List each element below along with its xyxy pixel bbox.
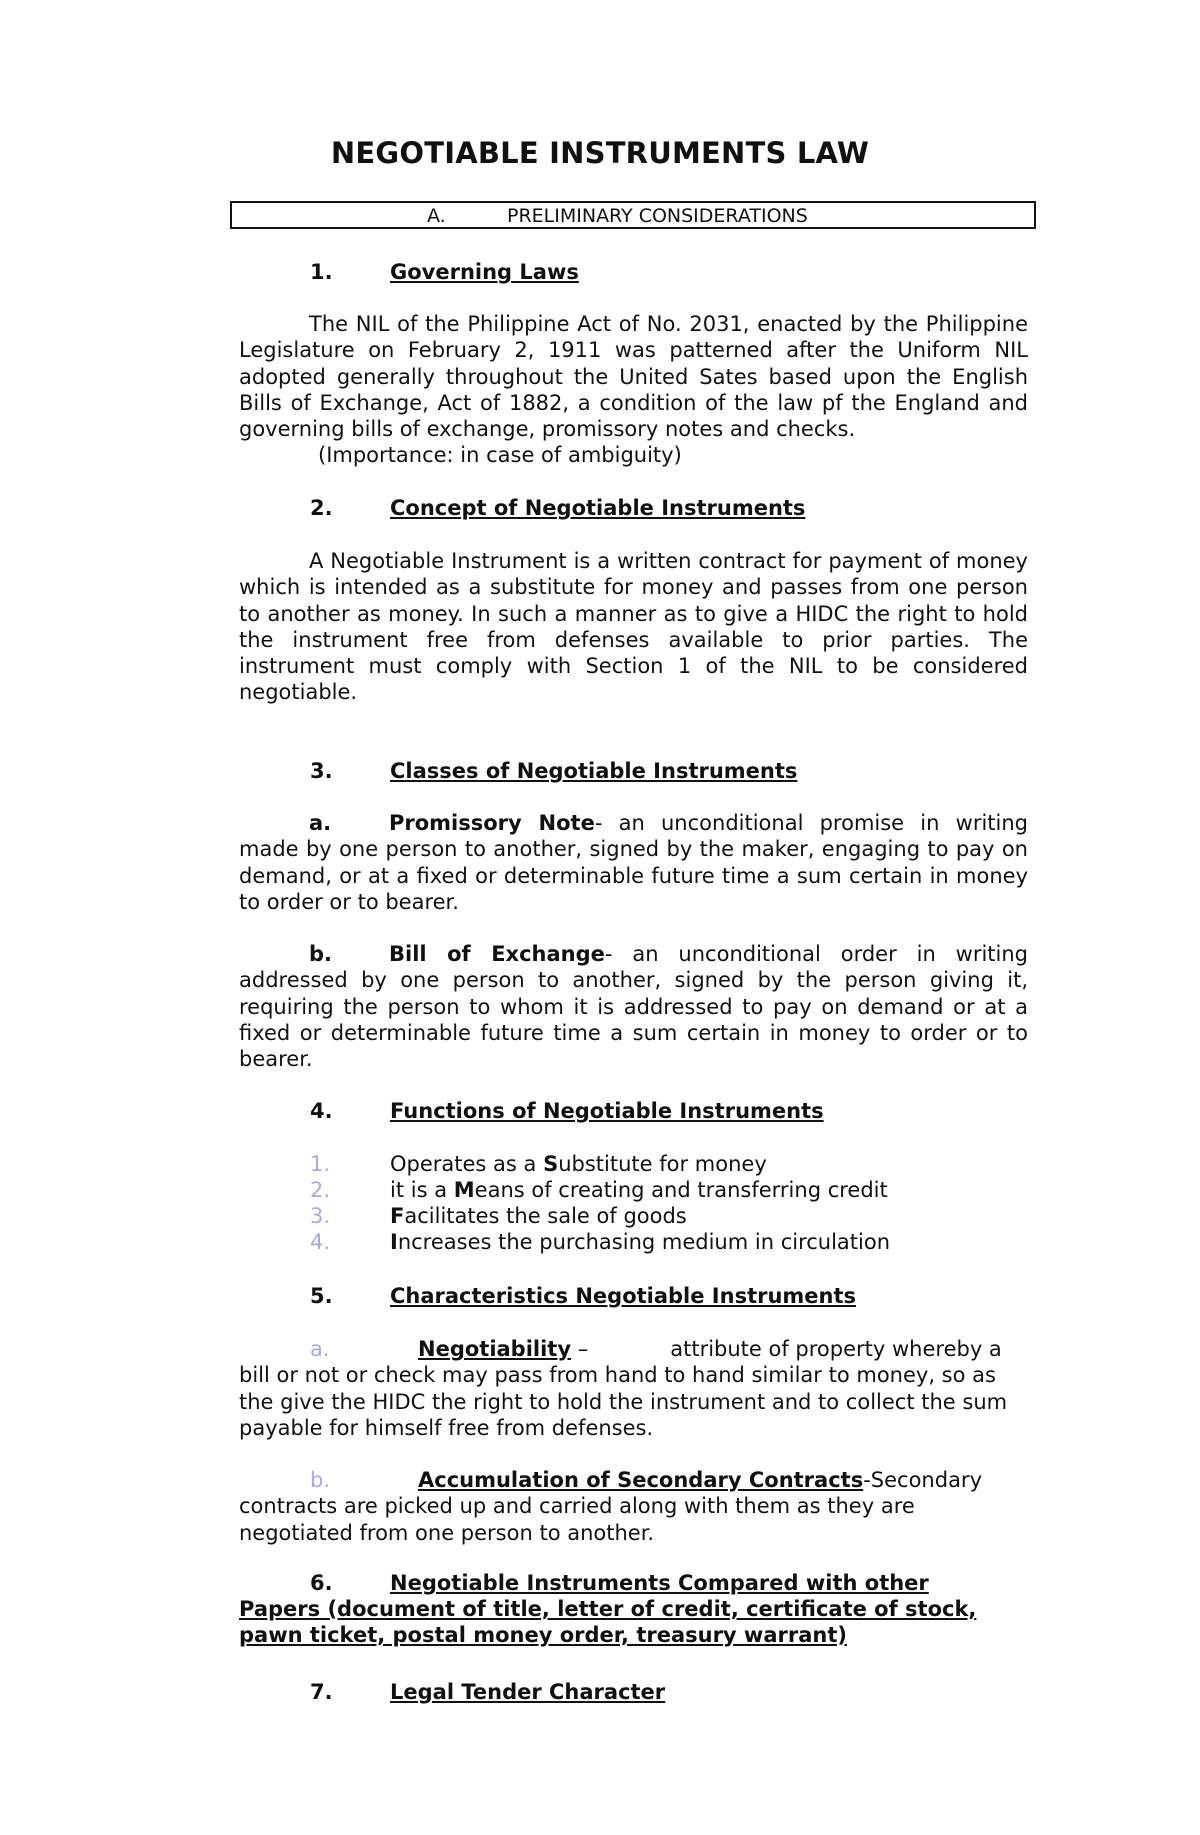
paragraph-text: -Secondary contracts are picked up and carried along with them as they are negotiated from one person to another. (239, 1468, 982, 1545)
term-secondary-contracts: Accumulation of Secondary Contracts (418, 1468, 864, 1492)
heading-text: Concept of Negotiable Instruments (390, 496, 806, 520)
heading-number: 7. (310, 1680, 333, 1704)
heading-text: Legal Tender Character (390, 1680, 666, 1704)
concept-paragraph (239, 548, 1028, 706)
paragraph-text: - an unconditional promise in writing made by one person to another, signed by the maker, engaging to pay on demand, or at a fixed or determinable future time a sum certain in money to order or to bearer. (239, 811, 1028, 914)
function-item (310, 1178, 888, 1202)
item-text: Operates as a (390, 1152, 544, 1176)
item-text: it is a (390, 1178, 454, 1202)
item-initial: M (453, 1178, 475, 1202)
item-text: ubstitute for money (558, 1152, 767, 1176)
heading-compared (239, 1570, 999, 1648)
item-initial: S (543, 1152, 559, 1176)
list-number: 3. (310, 1204, 331, 1228)
heading-legal-tender (310, 1680, 665, 1704)
list-number: 4. (310, 1230, 331, 1254)
heading-number: 1. (310, 260, 333, 284)
heading-number: 2. (310, 496, 333, 520)
negotiability-paragraph (239, 1336, 1028, 1441)
governing-laws-paragraph (239, 311, 1028, 442)
document-title: NEGOTIABLE INSTRUMENTS LAW (330, 136, 870, 170)
dash: – (571, 1337, 589, 1361)
heading-concept (310, 496, 805, 520)
section-title: PRELIMINARY CONSIDERATIONS (507, 205, 808, 227)
function-item (310, 1152, 767, 1176)
list-number: 1. (310, 1152, 331, 1176)
paragraph-text: The NIL of the Philippine Act of No. 2031, enacted by the Philippine Legislature on February 2, 1911 was patterned after the Uniform NIL adopted generally throughout the United Sates based upon the English Bills of Exchange, Act of 1882, a condition of the law pf the England and governing bills of exchange, promissory notes and checks. (239, 312, 1028, 442)
heading-characteristics (310, 1284, 856, 1308)
section-letter: A. (427, 205, 446, 227)
heading-classes (310, 759, 797, 783)
item-text: acilitates the sale of goods (404, 1204, 687, 1228)
heading-number: 6. (310, 1571, 333, 1595)
heading-text: Negotiable Instruments Compared with other Papers (document of title, letter of credit, certificate of stock, pawn ticket, postal money order, treasury warrant) (239, 1571, 977, 1647)
heading-text: Functions of Negotiable Instruments (390, 1099, 824, 1123)
heading-governing-laws (310, 260, 579, 284)
paragraph-text: attribute of property whereby a bill or not or check may pass from hand to hand similar to money, so as the give the HIDC the right to hold the instrument and to collect the sum payable for himself free from defenses. (239, 1337, 1008, 1440)
sub-letter: a. (310, 1337, 330, 1361)
sub-letter: b. (309, 942, 333, 966)
function-item (310, 1204, 687, 1228)
item-initial: F (390, 1204, 405, 1228)
heading-number: 4. (310, 1099, 333, 1123)
sub-letter: a. (309, 811, 332, 835)
list-number: 2. (310, 1178, 331, 1202)
term-negotiability: Negotiability (418, 1337, 572, 1361)
sub-letter: b. (310, 1468, 331, 1492)
paragraph-text: - an unconditional order in writing addressed by one person to another, signed by the person giving it, requiring the person to whom it is addressed to pay on demand or at a fixed or determinable future time a sum certain in money to order or to bearer. (239, 942, 1028, 1072)
heading-number: 5. (310, 1284, 333, 1308)
function-item (310, 1230, 890, 1254)
heading-text: Governing Laws (390, 260, 579, 284)
heading-text: Classes of Negotiable Instruments (390, 759, 798, 783)
item-text: eans of creating and transferring credit (474, 1178, 888, 1202)
heading-functions (310, 1099, 824, 1123)
heading-text: Characteristics Negotiable Instruments (390, 1284, 857, 1308)
bill-of-exchange-paragraph (239, 941, 1028, 1072)
secondary-contracts-paragraph (239, 1467, 1028, 1546)
term-promissory-note: Promissory Note (389, 811, 595, 835)
term-bill-of-exchange: Bill of Exchange (389, 942, 605, 966)
item-text: ncreases the purchasing medium in circulation (397, 1230, 891, 1254)
heading-number: 3. (310, 759, 333, 783)
importance-note: (Importance: in case of ambiguity) (318, 443, 682, 467)
section-a-box (230, 201, 1036, 229)
promissory-note-paragraph (239, 810, 1028, 915)
item-initial: I (390, 1230, 398, 1254)
paragraph-text: A Negotiable Instrument is a written contract for payment of money which is intended as a substitute for money and passes from one person to another as money. In such a manner as to give a HIDC the right to hold the instrument free from defenses available to prior parties. The instrument must comply with Section 1 of the NIL to be considered negotiable. (239, 549, 1028, 705)
